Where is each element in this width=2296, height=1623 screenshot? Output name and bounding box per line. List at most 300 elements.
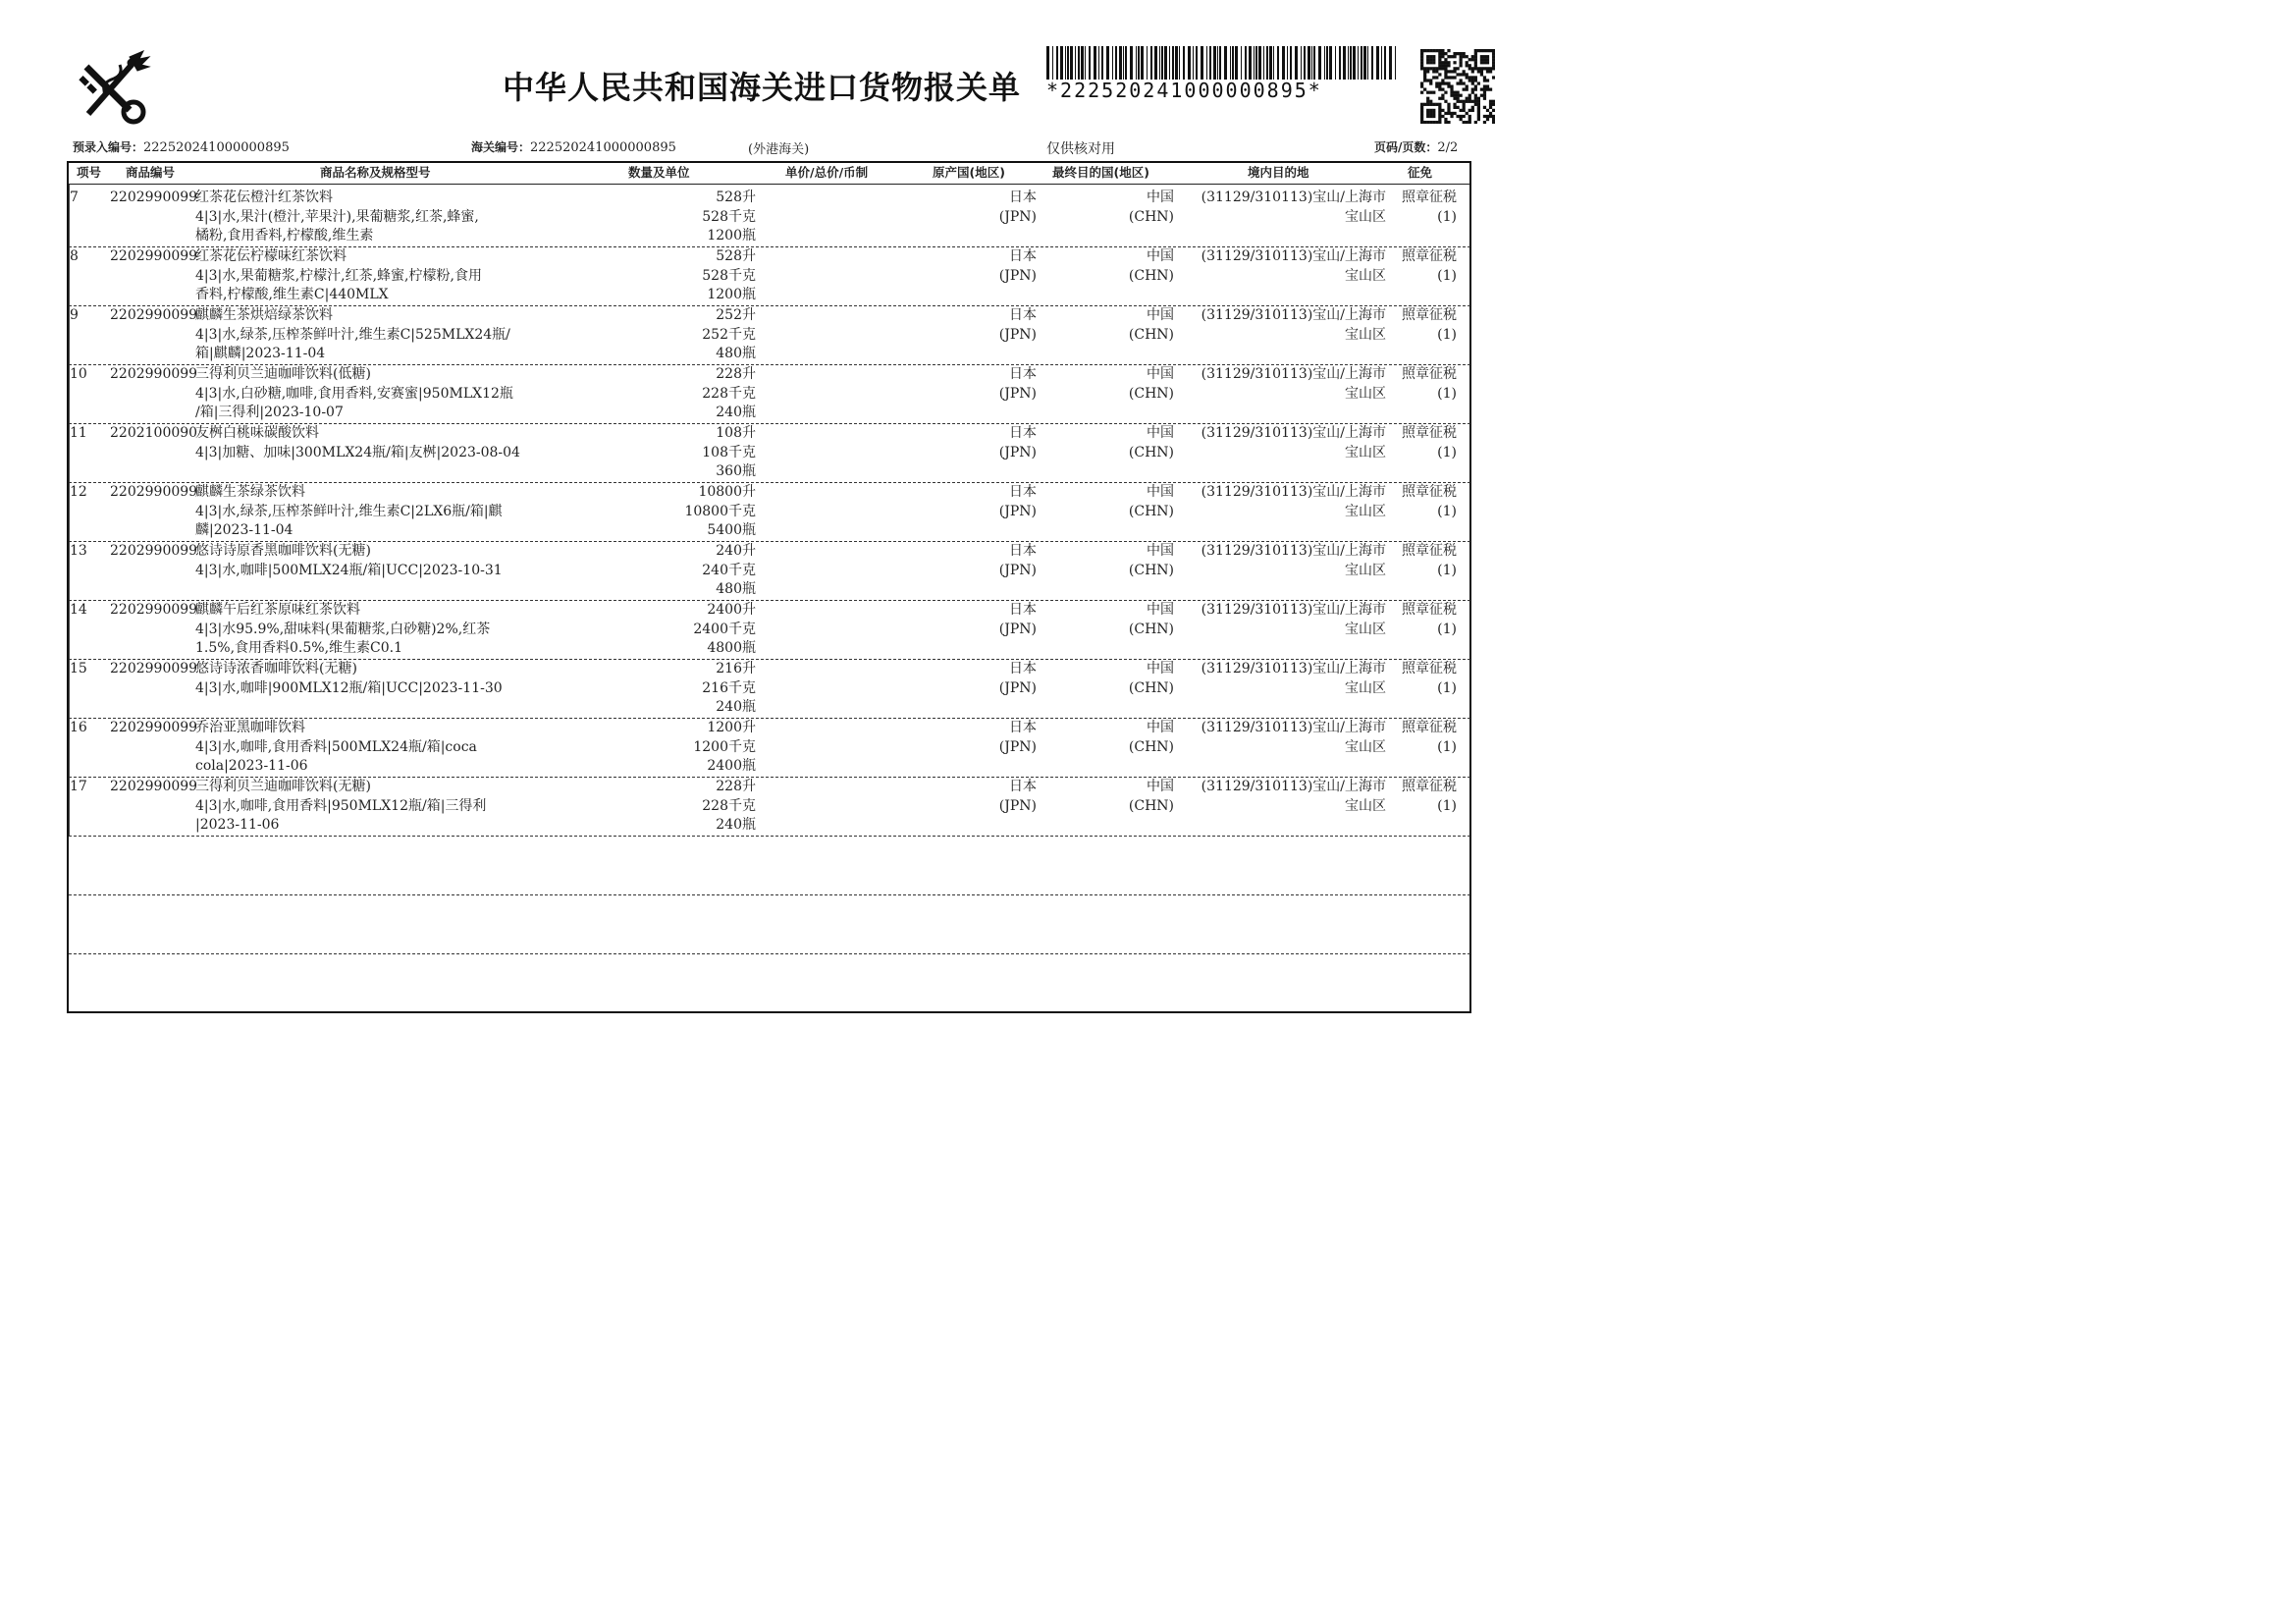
qr-module xyxy=(1492,118,1495,121)
qr-module xyxy=(1447,106,1450,109)
levy-code: (1) xyxy=(1437,679,1457,696)
barcode-bar xyxy=(1287,46,1288,80)
qr-module xyxy=(1471,106,1474,109)
qr-module xyxy=(1435,81,1438,84)
barcode-bar xyxy=(1254,46,1255,80)
domestic-destination: (31129/310113)宝山/上海市 xyxy=(1201,366,1386,382)
qr-module xyxy=(1471,100,1474,103)
qr-module xyxy=(1460,52,1463,55)
qr-module xyxy=(1438,97,1441,100)
barcode-bar xyxy=(1067,46,1069,80)
item-number: 7 xyxy=(70,189,79,205)
origin-code: (JPN) xyxy=(998,267,1037,284)
qr-module xyxy=(1444,73,1447,76)
qr-module xyxy=(1477,103,1480,106)
barcode-bar xyxy=(1106,46,1109,80)
qr-module xyxy=(1450,76,1453,79)
qr-module xyxy=(1438,103,1441,106)
barcode-bar xyxy=(1065,46,1066,80)
qr-module xyxy=(1480,49,1483,52)
quantity-line: 1200瓶 xyxy=(707,287,756,302)
qr-module xyxy=(1420,118,1423,121)
qr-module xyxy=(1466,55,1468,58)
barcode-bar xyxy=(1295,46,1298,80)
qr-module xyxy=(1468,94,1471,97)
destination-code: (CHN) xyxy=(1128,621,1174,637)
qr-module xyxy=(1483,49,1486,52)
qr-module xyxy=(1432,67,1435,70)
qr-module xyxy=(1447,49,1450,52)
domestic-district: 宝山区 xyxy=(1345,562,1386,578)
barcode-bar xyxy=(1371,46,1373,80)
qr-module xyxy=(1466,121,1468,124)
qr-module xyxy=(1471,79,1474,81)
barcode-bar xyxy=(1329,46,1332,80)
barcode-bar xyxy=(1138,46,1140,80)
qr-module xyxy=(1456,97,1459,100)
destination-country: 中国 xyxy=(1147,366,1174,382)
qr-module xyxy=(1420,103,1423,106)
qr-module xyxy=(1423,103,1426,106)
qr-module xyxy=(1492,67,1495,70)
qr-module xyxy=(1460,94,1463,97)
qr-module xyxy=(1468,109,1471,112)
header-rule xyxy=(69,184,1470,185)
hs-code: 2202990099 xyxy=(110,720,198,735)
qr-module xyxy=(1492,115,1495,118)
qr-module xyxy=(1492,121,1495,124)
qr-module xyxy=(1474,103,1477,106)
quantity-line: 528千克 xyxy=(702,267,756,284)
empty-row-separator xyxy=(69,894,1470,895)
domestic-destination: (31129/310113)宝山/上海市 xyxy=(1201,307,1386,323)
row-separator xyxy=(69,836,1470,837)
qr-module xyxy=(1477,118,1480,121)
qr-module xyxy=(1489,67,1492,70)
qr-module xyxy=(1441,115,1444,118)
hs-code: 2202990099 xyxy=(110,602,198,618)
qr-module xyxy=(1435,84,1438,87)
quantity-line: 360瓶 xyxy=(716,463,756,479)
barcode-bar xyxy=(1269,46,1272,80)
qr-module xyxy=(1460,81,1463,84)
barcode-bar xyxy=(1273,46,1274,80)
destination-country: 中国 xyxy=(1147,543,1174,559)
qr-module xyxy=(1483,115,1486,118)
qr-module xyxy=(1429,79,1432,81)
domestic-district: 宝山区 xyxy=(1345,267,1386,284)
goods-spec-line: 4|3|加糖、加味|300MLX24瓶/箱|友桝|2023-08-04 xyxy=(195,444,520,460)
destination-country: 中国 xyxy=(1147,661,1174,676)
qr-module xyxy=(1460,100,1463,103)
barcode-bar xyxy=(1235,46,1238,80)
barcode-bar xyxy=(1119,46,1122,80)
hs-code: 2202990099 xyxy=(110,189,198,205)
levy-method: 照章征税 xyxy=(1402,720,1457,735)
item-number: 17 xyxy=(70,779,87,794)
qr-module xyxy=(1486,61,1489,64)
qr-module xyxy=(1480,67,1483,70)
qr-module xyxy=(1474,76,1477,79)
qr-module xyxy=(1480,88,1483,91)
qr-module xyxy=(1471,81,1474,84)
domestic-district: 宝山区 xyxy=(1345,444,1386,460)
col-header-domestic: 境内目的地 xyxy=(1248,165,1309,180)
qr-module xyxy=(1468,118,1471,121)
qr-module xyxy=(1474,55,1477,58)
barcode-bar xyxy=(1263,46,1264,80)
domestic-destination: (31129/310113)宝山/上海市 xyxy=(1201,248,1386,264)
qr-module xyxy=(1477,81,1480,84)
levy-code: (1) xyxy=(1437,326,1457,343)
destination-country: 中国 xyxy=(1147,189,1174,205)
col-header-quantity: 数量及单位 xyxy=(628,165,690,180)
goods-spec-line: 麟|2023-11-04 xyxy=(195,522,294,538)
qr-module xyxy=(1463,52,1466,55)
qr-module xyxy=(1453,67,1456,70)
qr-module xyxy=(1463,115,1466,118)
qr-module xyxy=(1474,84,1477,87)
qr-module xyxy=(1447,76,1450,79)
qr-module xyxy=(1444,118,1447,121)
barcode-bar xyxy=(1078,46,1080,80)
customs-port: (外港海关) xyxy=(748,142,810,157)
hs-code: 2202990099 xyxy=(110,543,198,559)
goods-name: 三得利贝兰迪咖啡饮料(无糖) xyxy=(195,779,371,794)
qr-module xyxy=(1474,88,1477,91)
qr-module xyxy=(1453,76,1456,79)
qr-module xyxy=(1468,67,1471,70)
hs-code: 2202990099 xyxy=(110,307,198,323)
qr-module xyxy=(1450,91,1453,94)
qr-module xyxy=(1420,115,1423,118)
qr-module xyxy=(1426,58,1429,61)
goods-spec-line: 4|3|水,绿茶,压榨茶鲜叶汁,维生素C|525MLX24瓶/ xyxy=(195,326,510,343)
qr-module xyxy=(1489,103,1492,106)
qr-module xyxy=(1420,49,1423,52)
qr-module xyxy=(1483,58,1486,61)
qr-module xyxy=(1474,94,1477,97)
qr-module xyxy=(1438,84,1441,87)
qr-module xyxy=(1432,112,1435,115)
qr-module xyxy=(1474,100,1477,103)
qr-module xyxy=(1471,88,1474,91)
qr-module xyxy=(1474,121,1477,124)
qr-module xyxy=(1453,97,1456,100)
barcode-bar xyxy=(1081,46,1084,80)
qr-module xyxy=(1492,52,1495,55)
levy-code: (1) xyxy=(1437,208,1457,225)
barcode-bar xyxy=(1098,46,1099,80)
levy-method: 照章征税 xyxy=(1402,307,1457,323)
quantity-line: 1200升 xyxy=(707,720,756,735)
levy-code: (1) xyxy=(1437,385,1457,402)
barcode-bar xyxy=(1161,46,1163,80)
qr-module xyxy=(1474,97,1477,100)
hs-code: 2202990099 xyxy=(110,366,198,382)
destination-code: (CHN) xyxy=(1128,562,1174,578)
qr-module xyxy=(1460,55,1463,58)
qr-module xyxy=(1477,112,1480,115)
col-header-description: 商品名称及规格型号 xyxy=(320,165,431,180)
barcode-bar xyxy=(1164,46,1167,80)
destination-code: (CHN) xyxy=(1128,326,1174,343)
qr-module xyxy=(1423,49,1426,52)
qr-module xyxy=(1474,49,1477,52)
barcode-bar xyxy=(1304,46,1306,80)
qr-module xyxy=(1483,97,1486,100)
qr-module xyxy=(1429,67,1432,70)
qr-module xyxy=(1447,121,1450,124)
quantity-line: 228升 xyxy=(716,366,756,382)
barcode-bar xyxy=(1367,46,1368,80)
barcode-bar xyxy=(1141,46,1144,80)
goods-spec-line: 橘粉,食用香料,柠檬酸,维生素 xyxy=(195,228,374,243)
qr-module xyxy=(1483,94,1486,97)
qr-module xyxy=(1492,103,1495,106)
quantity-line: 480瓶 xyxy=(716,581,756,597)
qr-module xyxy=(1468,76,1471,79)
domestic-destination: (31129/310113)宝山/上海市 xyxy=(1201,189,1386,205)
quantity-line: 2400升 xyxy=(707,602,756,618)
goods-spec-line: 香料,柠檬酸,维生素C|440MLX xyxy=(195,287,389,302)
qr-module xyxy=(1463,100,1466,103)
qr-module xyxy=(1489,49,1492,52)
qr-module xyxy=(1420,67,1423,70)
qr-module xyxy=(1453,106,1456,109)
qr-module xyxy=(1466,76,1468,79)
barcode-bar xyxy=(1219,46,1221,80)
qr-module xyxy=(1426,67,1429,70)
qr-module xyxy=(1463,88,1466,91)
origin-code: (JPN) xyxy=(998,444,1037,460)
qr-module xyxy=(1438,58,1441,61)
barcode-bar xyxy=(1381,46,1382,80)
qr-module xyxy=(1429,61,1432,64)
qr-module xyxy=(1435,121,1438,124)
hs-code: 2202100090 xyxy=(110,425,198,441)
barcode xyxy=(1046,46,1398,80)
origin-code: (JPN) xyxy=(998,797,1037,814)
qr-module xyxy=(1477,106,1480,109)
item-number: 11 xyxy=(70,425,87,441)
verification-note: 仅供核对用 xyxy=(1046,141,1115,157)
qr-module xyxy=(1438,61,1441,64)
barcode-bar xyxy=(1301,46,1302,80)
domestic-district: 宝山区 xyxy=(1345,208,1386,225)
origin-country: 日本 xyxy=(1009,425,1037,441)
table-left-rule xyxy=(69,185,70,837)
qr-module xyxy=(1426,112,1429,115)
barcode-bar xyxy=(1217,46,1218,80)
origin-code: (JPN) xyxy=(998,679,1037,696)
qr-module xyxy=(1483,61,1486,64)
qr-module xyxy=(1426,79,1429,81)
qr-module xyxy=(1429,49,1432,52)
levy-code: (1) xyxy=(1437,562,1457,578)
barcode-bar xyxy=(1172,46,1174,80)
barcode-bar xyxy=(1123,46,1124,80)
qr-module xyxy=(1474,58,1477,61)
qr-module xyxy=(1477,67,1480,70)
goods-name: 麒麟生茶烘焙绿茶饮料 xyxy=(195,307,333,323)
qr-module xyxy=(1432,49,1435,52)
barcode-bar xyxy=(1361,46,1362,80)
qr-module xyxy=(1480,70,1483,73)
qr-module xyxy=(1438,55,1441,58)
goods-spec-line: 1.5%,食用香料0.5%,维生素C0.1 xyxy=(195,640,403,656)
levy-method: 照章征税 xyxy=(1402,425,1457,441)
qr-module xyxy=(1426,61,1429,64)
col-header-hs-code: 商品编号 xyxy=(126,165,176,180)
destination-code: (CHN) xyxy=(1128,797,1174,814)
qr-module xyxy=(1438,64,1441,67)
qr-module xyxy=(1420,106,1423,109)
qr-module xyxy=(1426,49,1429,52)
qr-module xyxy=(1432,109,1435,112)
qr-module xyxy=(1453,112,1456,115)
quantity-line: 240瓶 xyxy=(716,817,756,833)
destination-country: 中国 xyxy=(1147,248,1174,264)
qr-module xyxy=(1471,70,1474,73)
barcode-bar xyxy=(1188,46,1191,80)
quantity-line: 228千克 xyxy=(702,385,756,402)
destination-country: 中国 xyxy=(1147,425,1174,441)
qr-module xyxy=(1441,97,1444,100)
quantity-line: 2400千克 xyxy=(693,621,756,637)
barcode-bar xyxy=(1206,46,1207,80)
qr-module xyxy=(1426,55,1429,58)
barcode-bar xyxy=(1089,46,1091,80)
qr-module xyxy=(1471,55,1474,58)
quantity-line: 228千克 xyxy=(702,797,756,814)
origin-country: 日本 xyxy=(1009,661,1037,676)
hs-code: 2202990099 xyxy=(110,484,198,500)
qr-module xyxy=(1429,55,1432,58)
qr-module xyxy=(1489,88,1492,91)
hs-code: 2202990099 xyxy=(110,248,198,264)
origin-code: (JPN) xyxy=(998,738,1037,755)
qr-module xyxy=(1480,73,1483,76)
qr-module xyxy=(1456,100,1459,103)
qr-module xyxy=(1420,112,1423,115)
qr-module xyxy=(1444,112,1447,115)
quantity-line: 528升 xyxy=(716,189,756,205)
qr-module xyxy=(1423,79,1426,81)
qr-module xyxy=(1468,100,1471,103)
qr-module xyxy=(1486,79,1489,81)
origin-country: 日本 xyxy=(1009,543,1037,559)
qr-module xyxy=(1486,58,1489,61)
qr-module xyxy=(1432,55,1435,58)
barcode-bar xyxy=(1154,46,1157,80)
destination-country: 中国 xyxy=(1147,307,1174,323)
qr-module xyxy=(1441,49,1444,52)
qr-module xyxy=(1492,61,1495,64)
origin-country: 日本 xyxy=(1009,189,1037,205)
levy-method: 照章征税 xyxy=(1402,189,1457,205)
qr-module xyxy=(1468,79,1471,81)
qr-module xyxy=(1444,61,1447,64)
quantity-line: 228升 xyxy=(716,779,756,794)
qr-module xyxy=(1463,121,1466,124)
qr-module xyxy=(1444,52,1447,55)
qr-module xyxy=(1447,112,1450,115)
qr-module xyxy=(1432,121,1435,124)
qr-module xyxy=(1468,58,1471,61)
qr-module xyxy=(1471,76,1474,79)
qr-module xyxy=(1483,106,1486,109)
barcode-bar xyxy=(1249,46,1252,80)
qr-module xyxy=(1420,81,1423,84)
barcode-bar xyxy=(1056,46,1058,80)
qr-module xyxy=(1447,55,1450,58)
col-header-destination: 最终目的国(地区) xyxy=(1052,165,1149,180)
domestic-destination: (31129/310113)宝山/上海市 xyxy=(1201,720,1386,735)
qr-module xyxy=(1486,88,1489,91)
qr-module xyxy=(1463,81,1466,84)
barcode-bar xyxy=(1282,46,1285,80)
goods-name: 乔治亚黑咖啡饮料 xyxy=(195,720,305,735)
qr-module xyxy=(1426,70,1429,73)
qr-module xyxy=(1474,61,1477,64)
qr-module xyxy=(1463,73,1466,76)
destination-country: 中国 xyxy=(1147,720,1174,735)
barcode-bar xyxy=(1245,46,1247,80)
qr-module xyxy=(1444,81,1447,84)
qr-module xyxy=(1444,64,1447,67)
qr-module xyxy=(1447,70,1450,73)
qr-module xyxy=(1447,81,1450,84)
qr-module xyxy=(1480,61,1483,64)
qr-module xyxy=(1477,49,1480,52)
barcode-bar xyxy=(1094,46,1096,80)
levy-code: (1) xyxy=(1437,503,1457,519)
destination-country: 中国 xyxy=(1147,602,1174,618)
item-number: 14 xyxy=(70,602,87,618)
qr-module xyxy=(1450,55,1453,58)
qr-module xyxy=(1456,73,1459,76)
qr-module xyxy=(1480,58,1483,61)
quantity-line: 5400瓶 xyxy=(707,522,756,538)
qr-module xyxy=(1441,52,1444,55)
qr-module xyxy=(1492,76,1495,79)
goods-name: 红茶花伝橙汁红茶饮料 xyxy=(195,189,333,205)
quantity-line: 1200千克 xyxy=(693,738,756,755)
qr-module xyxy=(1474,64,1477,67)
qr-module xyxy=(1450,70,1453,73)
qr-module xyxy=(1423,70,1426,73)
qr-module xyxy=(1460,64,1463,67)
qr-module xyxy=(1426,97,1429,100)
origin-code: (JPN) xyxy=(998,326,1037,343)
barcode-bar xyxy=(1201,46,1203,80)
barcode-bar xyxy=(1193,46,1194,80)
barcode-bar xyxy=(1224,46,1227,80)
qr-module xyxy=(1420,84,1423,87)
barcode-bar xyxy=(1290,46,1292,80)
qr-module xyxy=(1441,109,1444,112)
qr-module xyxy=(1460,79,1463,81)
levy-method: 照章征税 xyxy=(1402,484,1457,500)
origin-code: (JPN) xyxy=(998,562,1037,578)
origin-code: (JPN) xyxy=(998,385,1037,402)
qr-module xyxy=(1438,67,1441,70)
quantity-line: 252千克 xyxy=(702,326,756,343)
origin-country: 日本 xyxy=(1009,248,1037,264)
barcode-bar xyxy=(1350,46,1352,80)
barcode-bar xyxy=(1046,46,1049,80)
